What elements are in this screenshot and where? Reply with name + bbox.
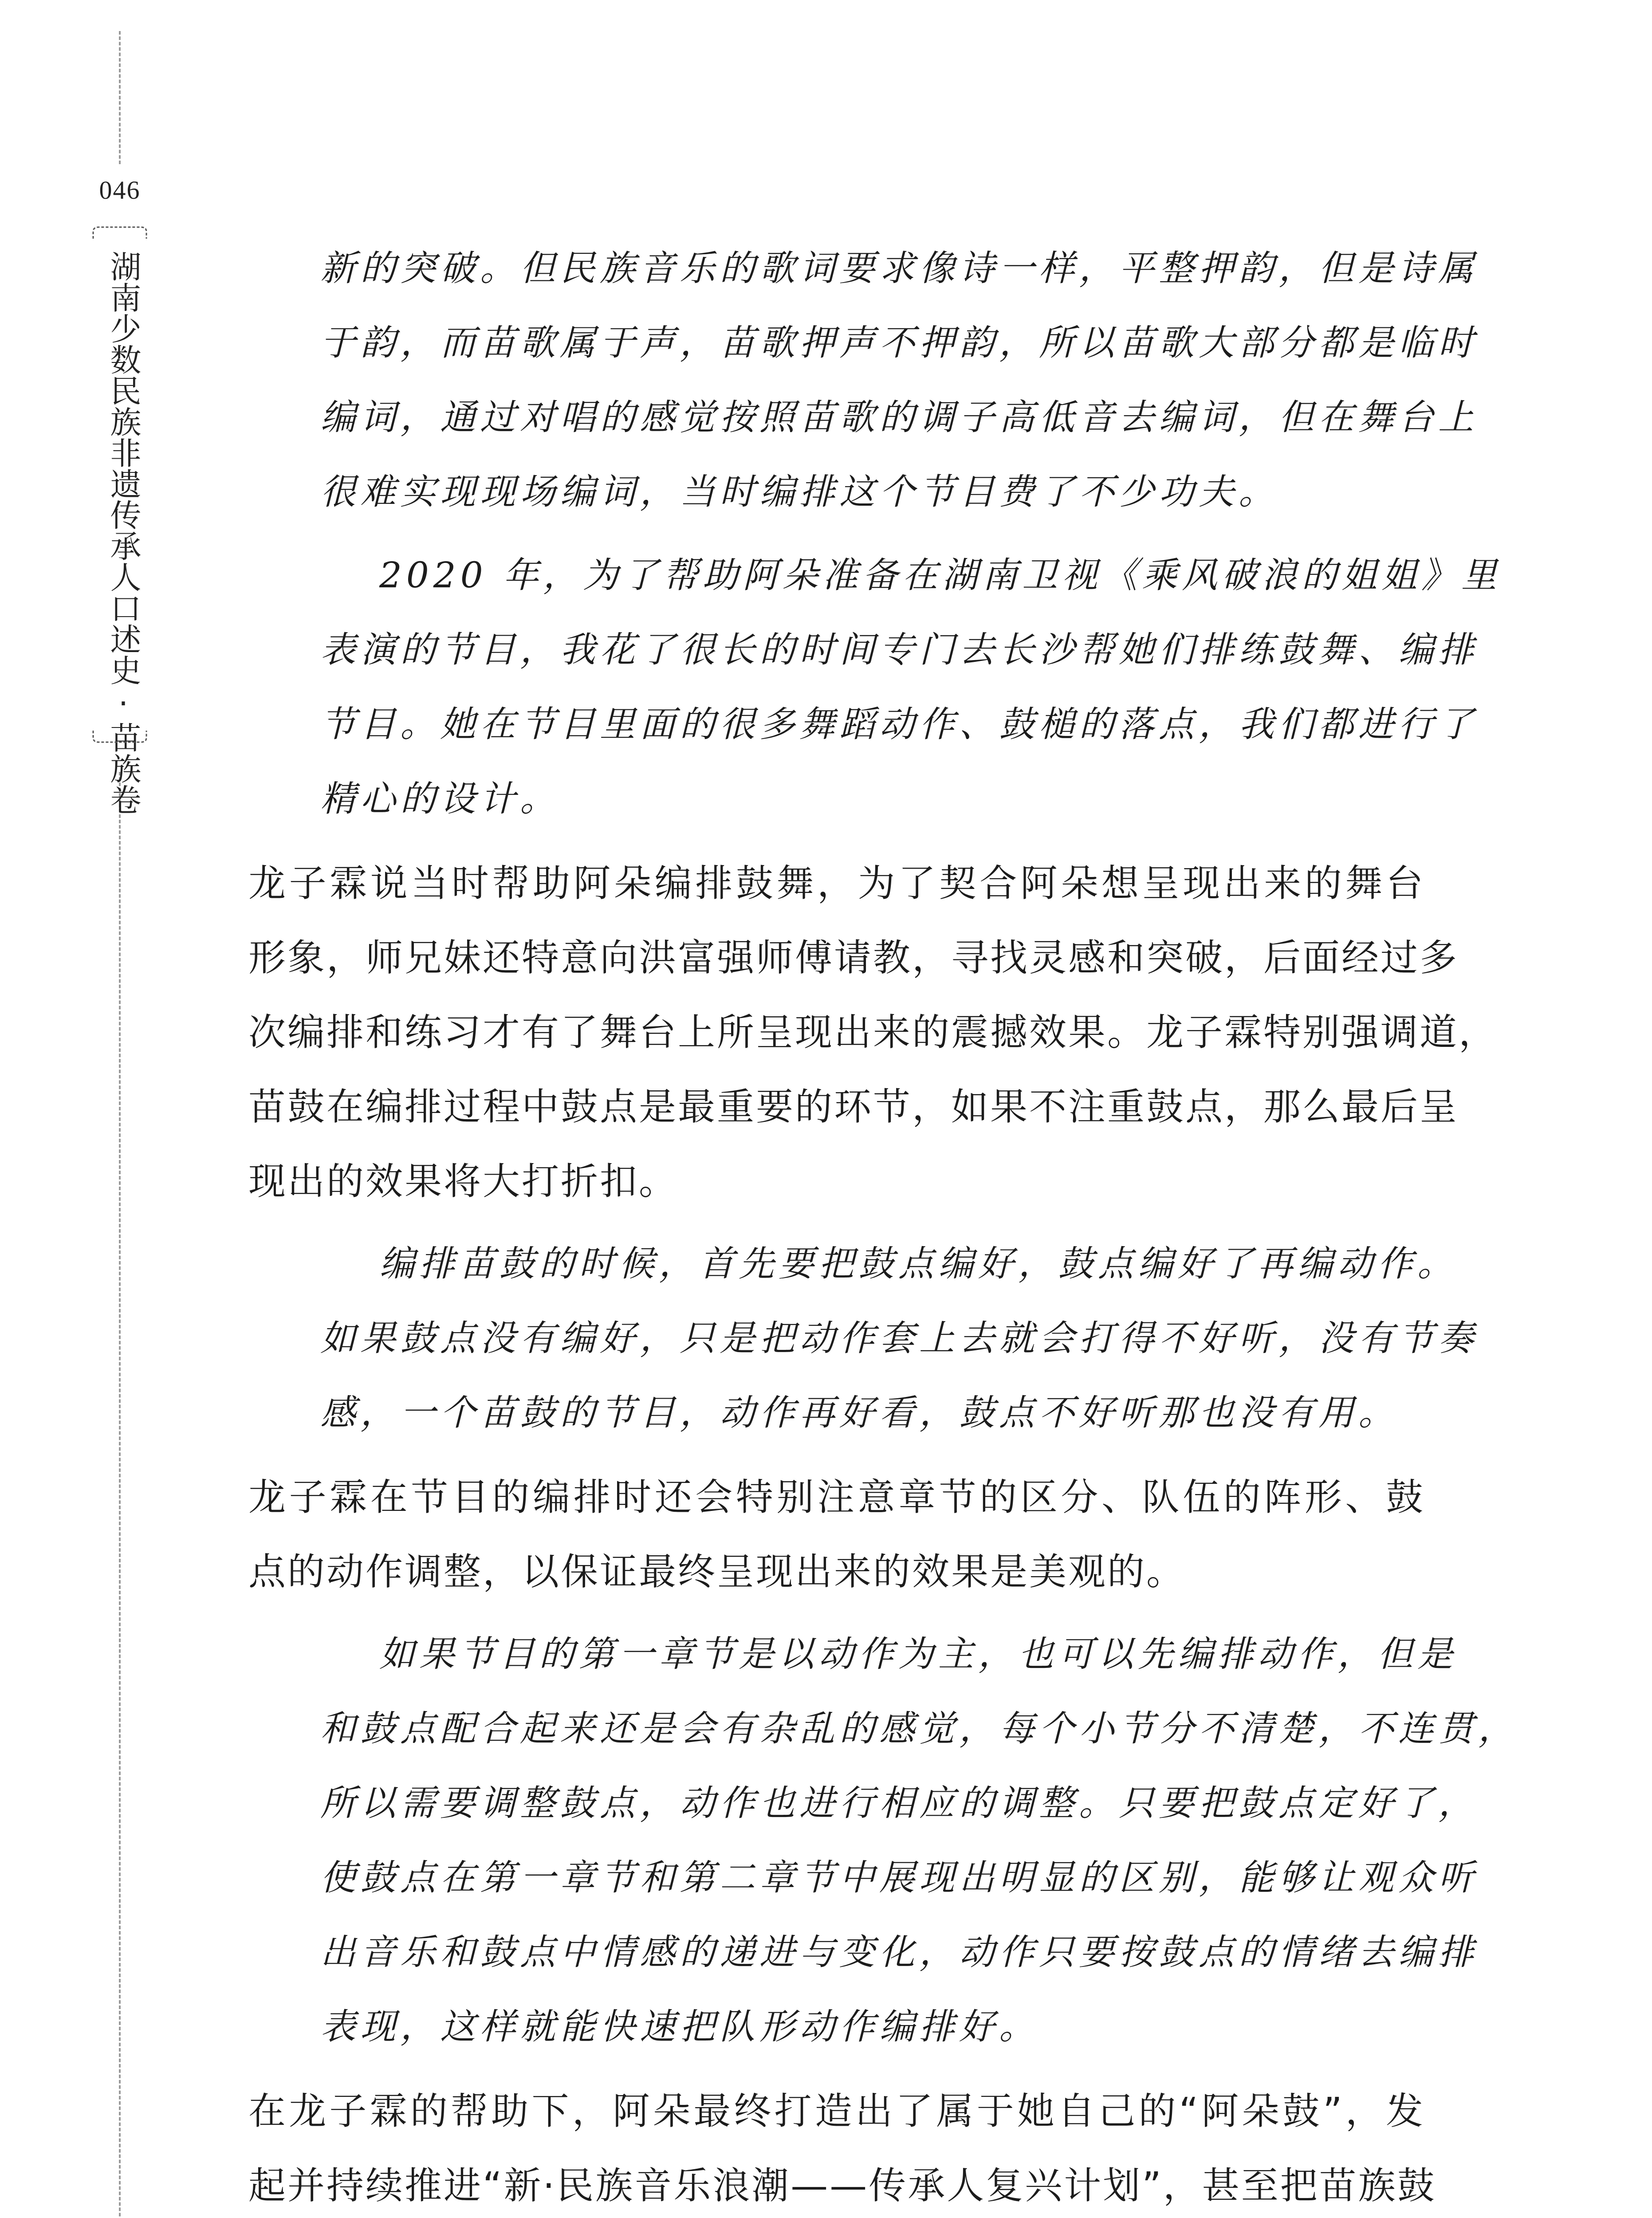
body-line: 次编排和练习才有了舞台上所呈现出来的震撼效果。龙子霖特别强调道，	[248, 1011, 1498, 1054]
quote-line: 新的突破。但民族音乐的歌词要求像诗一样，平整押韵，但是诗属	[320, 248, 1478, 289]
quote-line: 编词，通过对唱的感觉按照苗歌的调子高低音去编词，但在舞台上	[320, 397, 1478, 438]
quote-line: 出音乐和鼓点中情感的递进与变化，动作只要按鼓点的情绪去编排	[320, 1931, 1478, 1973]
quote-line: 编排苗鼓的时候，首先要把鼓点编好，鼓点编好了再编动作。	[379, 1243, 1457, 1284]
quote-line: 使鼓点在第一章节和第二章节中展现出明显的区别，能够让观众听	[320, 1857, 1478, 1898]
quote-line: 于韵，而苗歌属于声，苗歌押声不押韵，所以苗歌大部分都是临时	[320, 322, 1478, 363]
running-title: 湖南少数民族非遗传承人口述史·苗族卷	[105, 251, 142, 815]
body-line: 龙子霖说当时帮助阿朵编排鼓舞，为了契合阿朵想呈现出来的舞台	[248, 861, 1425, 905]
quote-line: 节目。她在节目里面的很多舞蹈动作、鼓槌的落点，我们都进行了	[320, 704, 1478, 745]
quote-line: 2020 年，为了帮助阿朵准备在湖南卫视《乘风破浪的姐姐》里	[379, 554, 1502, 596]
quote-line: 感，一个苗鼓的节目，动作再好看，鼓点不好听那也没有用。	[320, 1392, 1398, 1433]
page-number: 046	[99, 176, 141, 204]
margin-dashed-rule-bottom	[119, 772, 121, 2218]
body-line: 形象，师兄妹还特意向洪富强师傅请教，寻找灵感和突破，后面经过多	[248, 936, 1459, 979]
body-line: 苗鼓在编排过程中鼓点是最重要的环节，如果不注重鼓点，那么最后呈	[248, 1085, 1459, 1129]
quote-line: 如果节目的第一章节是以动作为主，也可以先编排动作，但是	[379, 1633, 1457, 1675]
body-line: 点的动作调整，以保证最终呈现出来的效果是美观的。	[248, 1550, 1186, 1593]
body-line: 起并持续推进“新·民族音乐浪潮——传承人复兴计划”，甚至把苗族鼓	[248, 2164, 1436, 2207]
quote-line: 和鼓点配合起来还是会有杂乱的感觉，每个小节分不清楚，不连贯，	[320, 1708, 1518, 1749]
quote-line: 所以需要调整鼓点，动作也进行相应的调整。只要把鼓点定好了，	[320, 1782, 1478, 1824]
running-title-bracket-top	[91, 222, 149, 240]
running-title-bracket-bottom	[91, 730, 149, 747]
body-line: 龙子霖在节目的编排时还会特别注意章节的区分、队伍的阵形、鼓	[248, 1475, 1425, 1519]
quote-line: 如果鼓点没有编好，只是把动作套上去就会打得不好听，没有节奏	[320, 1317, 1478, 1359]
margin-dashed-rule-top	[119, 31, 121, 164]
body-line: 在龙子霖的帮助下，阿朵最终打造出了属于她自己的“阿朵鼓”，发	[248, 2089, 1425, 2133]
body-line: 现出的效果将大打折扣。	[248, 1160, 678, 1203]
quote-line: 精心的设计。	[320, 778, 560, 819]
quote-line: 表现，这样就能快速把队形动作编排好。	[320, 2006, 1039, 2047]
quote-line: 表演的节目，我花了很长的时间专门去长沙帮她们排练鼓舞、编排	[320, 629, 1478, 670]
quote-line: 很难实现现场编词，当时编排这个节目费了不少功夫。	[320, 471, 1278, 512]
